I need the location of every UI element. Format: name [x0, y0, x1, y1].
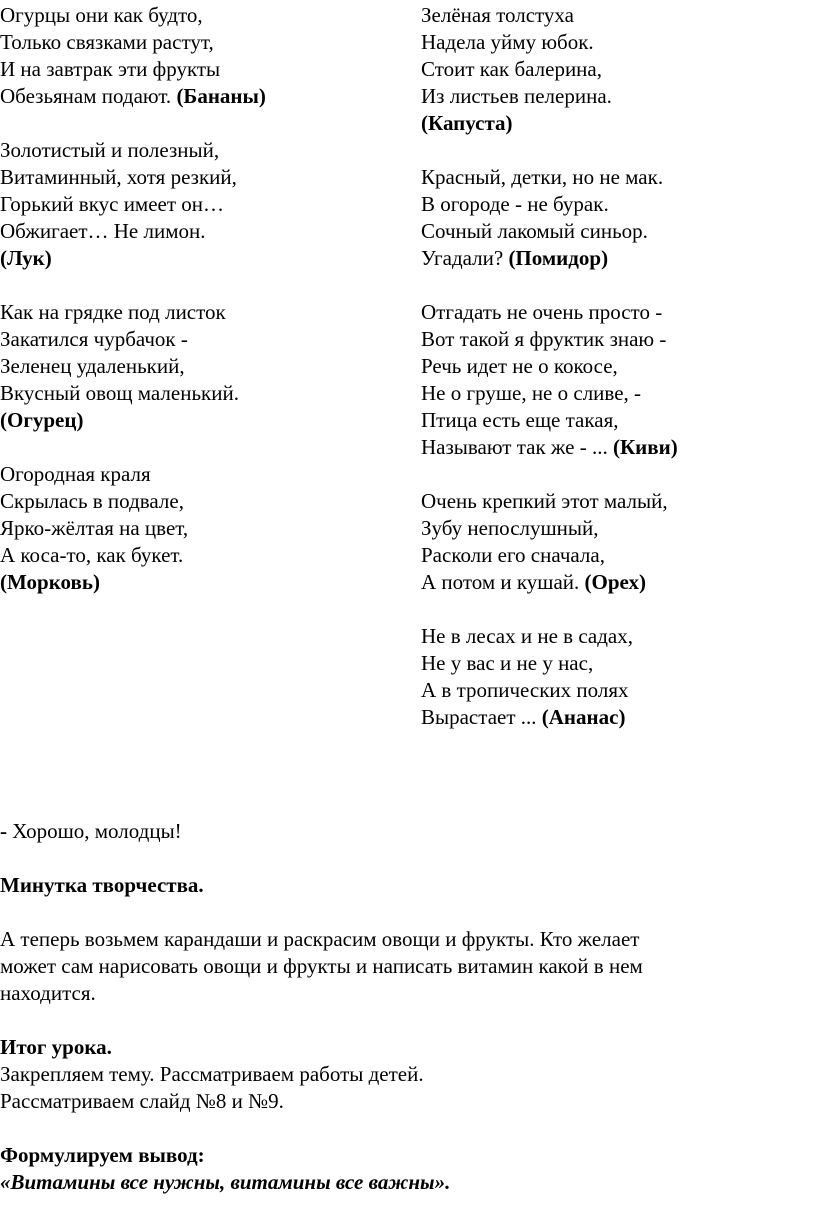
riddle-line — [0, 353, 400, 380]
riddle-line — [421, 29, 811, 56]
riddle-line-text: Скрылась в подвале, — [0, 489, 184, 513]
riddle-line — [0, 218, 400, 245]
riddle-line — [421, 434, 811, 461]
riddle-line — [421, 83, 811, 110]
riddle-line-text: Зеленец удаленький, — [0, 354, 185, 378]
riddle-line — [421, 704, 811, 731]
riddle-line-text: Вкусный овощ маленький. — [0, 381, 239, 405]
riddles-left-column — [0, 2, 400, 596]
riddle-answer: (Орех) — [584, 570, 646, 594]
riddle-answer: (Огурец) — [0, 408, 84, 432]
riddle-line-text: В огороде - не бурак. — [421, 192, 609, 216]
conclusion-heading: Формулируем вывод: — [0, 1143, 205, 1167]
riddle — [0, 299, 400, 434]
riddle-line — [421, 623, 811, 650]
riddle-line — [421, 353, 811, 380]
riddle-answer: (Киви) — [612, 435, 678, 459]
riddle-answer: (Бананы) — [176, 84, 266, 108]
riddle-line-text: Называют так же - ... — [421, 435, 608, 459]
riddle-line-text: Расколи его сначала, — [421, 543, 605, 567]
riddle-line-text: Обезьянам подают. — [0, 84, 172, 108]
riddle-line-text: Сочный лакомый синьор. — [421, 219, 648, 243]
riddle-line-text: Ярко-жёлтая на цвет, — [0, 516, 189, 540]
riddle-line — [421, 569, 811, 596]
riddle-line-text: А коса-то, как букет. — [0, 543, 184, 567]
riddle-line-text: Птица есть еще такая, — [421, 408, 619, 432]
riddle — [0, 137, 400, 272]
riddle-line — [421, 515, 811, 542]
riddle-line-text: Из листьев пелерина. — [421, 84, 612, 108]
riddle-line-text: Отгадать не очень просто - — [421, 300, 663, 324]
riddle-line — [421, 191, 811, 218]
riddle-line — [0, 137, 400, 164]
riddle-line — [0, 299, 400, 326]
riddle-line — [421, 56, 811, 83]
riddle-line — [421, 299, 811, 326]
summary-line: Закрепляем тему. Рассматриваем работы детей. — [0, 1062, 424, 1086]
creativity-line: может сам нарисовать овощи и фрукты и написать витамин какой в нем — [0, 954, 643, 978]
riddle-line — [0, 488, 400, 515]
riddle-line — [0, 515, 400, 542]
conclusion-quote: «Витамины все нужны, витамины все важны». — [0, 1170, 451, 1194]
riddle-line-text: А в тропических полях — [421, 678, 629, 702]
riddle-line — [421, 218, 811, 245]
riddle-line — [0, 56, 400, 83]
riddle-line — [421, 542, 811, 569]
riddle — [421, 164, 811, 272]
riddle-answer: (Лук) — [0, 246, 52, 270]
riddle-line-text: Огурцы они как будто, — [0, 3, 203, 27]
riddle — [0, 2, 400, 110]
summary-line: Рассматриваем слайд №8 и №9. — [0, 1089, 284, 1113]
riddle-line — [0, 2, 400, 29]
riddle-answer-line — [0, 569, 400, 596]
praise-line — [0, 818, 800, 845]
riddle-line — [0, 164, 400, 191]
riddles-right-column — [421, 2, 811, 731]
riddle-line-text: Закатился чурбачок - — [0, 327, 188, 351]
riddle-answer: (Морковь) — [0, 570, 100, 594]
riddle-line-text: Красный, детки, но не мак. — [421, 165, 664, 189]
riddle-line-text: Зубу непослушный, — [421, 516, 599, 540]
riddle-answer: (Помидор) — [508, 246, 609, 270]
riddle-answer-line — [421, 110, 811, 137]
riddle-line-text: Золотистый и полезный, — [0, 138, 220, 162]
riddle-line — [0, 461, 400, 488]
riddle-line-text: Обжигает… Не лимон. — [0, 219, 206, 243]
riddle-answer: (Капуста) — [421, 111, 513, 135]
riddle-line-text: Зелёная толстуха — [421, 3, 574, 27]
praise-text: Хорошо, молодцы! — [7, 819, 182, 843]
riddle-line — [421, 245, 811, 272]
riddle-line — [0, 542, 400, 569]
riddle-line-text: Только связками растут, — [0, 30, 214, 54]
riddle-line — [0, 191, 400, 218]
riddle — [421, 299, 811, 461]
riddle-line-text: Как на грядке под листок — [0, 300, 226, 324]
riddle-line-text: Не о груше, не о сливе, - — [421, 381, 642, 405]
riddle-answer-line — [0, 407, 400, 434]
creativity-line: А теперь возьмем карандаши и раскрасим овощи и фрукты. Кто желает — [0, 927, 640, 951]
riddle-answer-line — [0, 245, 400, 272]
riddle-line — [0, 326, 400, 353]
riddle-line-text: А потом и кушай. — [421, 570, 580, 594]
riddle-line-text: Не у вас и не у нас, — [421, 651, 594, 675]
riddle-line — [0, 380, 400, 407]
riddle-line-text: Витаминный, хотя резкий, — [0, 165, 237, 189]
riddle-line-text: Вот такой я фруктик знаю - — [421, 327, 667, 351]
riddle-line — [421, 2, 811, 29]
riddle-line-text: Не в лесах и не в садах, — [421, 624, 633, 648]
riddle — [0, 461, 400, 596]
riddle-line — [421, 677, 811, 704]
riddle-line-text: Огородная краля — [0, 462, 151, 486]
riddle-line-text: Речь идет не о кокосе, — [421, 354, 618, 378]
praise-dash: - — [0, 819, 7, 843]
riddle-line-text: Горький вкус имеет он… — [0, 192, 225, 216]
riddle-line — [421, 164, 811, 191]
riddle-line — [421, 407, 811, 434]
riddle — [421, 488, 811, 596]
riddle-line — [0, 83, 400, 110]
riddle-line-text: Очень крепкий этот малый, — [421, 489, 668, 513]
summary-heading: Итог урока. — [0, 1035, 112, 1059]
riddle-line — [421, 380, 811, 407]
creativity-heading: Минутка творчества. — [0, 873, 204, 897]
riddle-line — [421, 650, 811, 677]
riddle-answer: (Ананас) — [541, 705, 626, 729]
lesson-text — [0, 818, 800, 1196]
riddle-line — [421, 488, 811, 515]
riddle — [421, 2, 811, 137]
riddle-line-text: Надела уйму юбок. — [421, 30, 594, 54]
riddle-line — [421, 326, 811, 353]
riddle-line — [0, 29, 400, 56]
riddle-line-text: Вырастает ... — [421, 705, 537, 729]
riddle-line-text: Угадали? — [421, 246, 504, 270]
riddle-line-text: Стоит как балерина, — [421, 57, 602, 81]
riddle — [421, 623, 811, 731]
creativity-line: находится. — [0, 981, 96, 1005]
riddle-line-text: И на завтрак эти фрукты — [0, 57, 221, 81]
